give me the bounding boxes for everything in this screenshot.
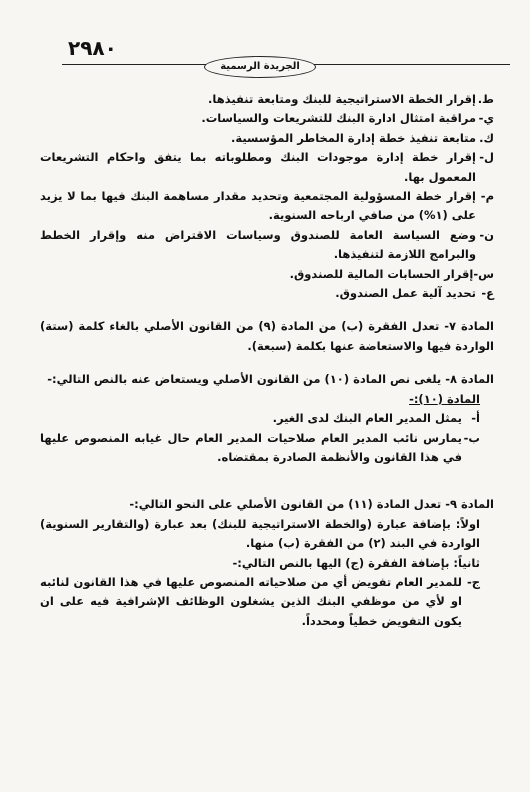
list-marker: م- (480, 189, 494, 204)
list-marker: ك. (479, 130, 494, 145)
article-9-second: ثانياً: بإضافة الفقرة (ج) اليها بالنص التالي:- (232, 555, 480, 570)
article-10-heading: المادة (١٠):- (409, 391, 480, 406)
list-marker: ج- (466, 574, 480, 589)
article-7: المادة ٧- تعدل الفقرة (ب) من المادة (٩) من القانون الأصلي بالغاء كلمة (ستة) الواردة فيها والاستعاضة عنها بكلمة (سبعة). (40, 319, 494, 353)
list-item (40, 187, 494, 226)
article-8-intro: المادة ٨- يلغى نص المادة (١٠) من القانون الأصلي ويستعاض عنه بالنص التالي:- (47, 372, 494, 387)
list-text: مراقبة امتثال ادارة البنك للتشريعات والسياسات. (201, 111, 476, 126)
list-item (40, 148, 494, 187)
list-text: متابعة تنفيذ خطة إدارة المخاطر المؤسسية. (230, 130, 476, 145)
document-body (40, 90, 494, 631)
list-item (40, 109, 494, 128)
list-marker: ن- (479, 227, 494, 242)
list-item (40, 573, 494, 631)
list-text: يمثل المدير العام البنك لدى الغير. (272, 411, 462, 426)
list-item (40, 129, 494, 148)
list-text: تحديد آلية عمل الصندوق. (335, 286, 476, 301)
article-8 (40, 370, 494, 467)
gazette-title: الجريدة الرسمية (204, 56, 316, 78)
article-9-first: اولاً: بإضافة عبارة (والخطة الاستراتيجية للبنك) بعد عبارة (والتقارير السنوية) الواردة في البند (٢) من الفقرة (ب) منها. (40, 516, 480, 551)
list-item (40, 265, 494, 284)
list-text: إقرار الخطة الاستراتيجية للبنك ومتابعة تنفيذها. (208, 92, 476, 106)
list-marker: ي- (478, 111, 494, 126)
list-item (40, 429, 494, 468)
list-text: إقرار خطة المسؤولية المجتمعية وتحديد مقدار مساهمة البنك فيها بما لا يزيد على (١%) من صافي ارباحه السنوية. (40, 189, 476, 223)
article-9 (40, 495, 494, 631)
list-item (40, 90, 494, 109)
article-9-intro: المادة ٩- تعدل المادة (١١) من القانون الأصلي على النحو التالي:- (129, 497, 494, 512)
list-marker: ط. (477, 92, 494, 106)
list-item (40, 226, 494, 265)
list-item (40, 409, 494, 428)
list-text: يمارس نائب المدير العام صلاحيات المدير العام حال غيابه المنصوص عليها في هذا القانون والأنظمة الصادرة بمقتضاه. (40, 430, 462, 464)
list-marker: س- (473, 266, 494, 281)
list-marker: ل- (479, 150, 494, 165)
list-text: إقرار الحسابات المالية للصندوق. (289, 266, 474, 281)
list-text: للمدير العام تفويض أي من صلاحياته المنصوص عليها في هذا القانون لنائبه او لأي من موظفي البنك الذين يشغلون الوظائف الإشرافية فيه على ان يكون التفويض خطياً ومحدداً. (40, 574, 462, 628)
page-number: ٢٩٨٠ (68, 36, 117, 60)
list-item (40, 284, 494, 303)
list-text: وضع السياسة العامة للصندوق وسياسات الاقتراض منه وإقرار الخطط والبرامج اللازمة لتنفيذها. (40, 227, 476, 262)
list-marker: ب- (463, 430, 480, 445)
list-marker: أ- (471, 411, 480, 426)
list-text: إقرار خطة إدارة موجودات البنك ومطلوباته بما يتفق واحكام التشريعات المعمول بها. (40, 150, 476, 184)
list-marker: ع- (481, 286, 494, 301)
